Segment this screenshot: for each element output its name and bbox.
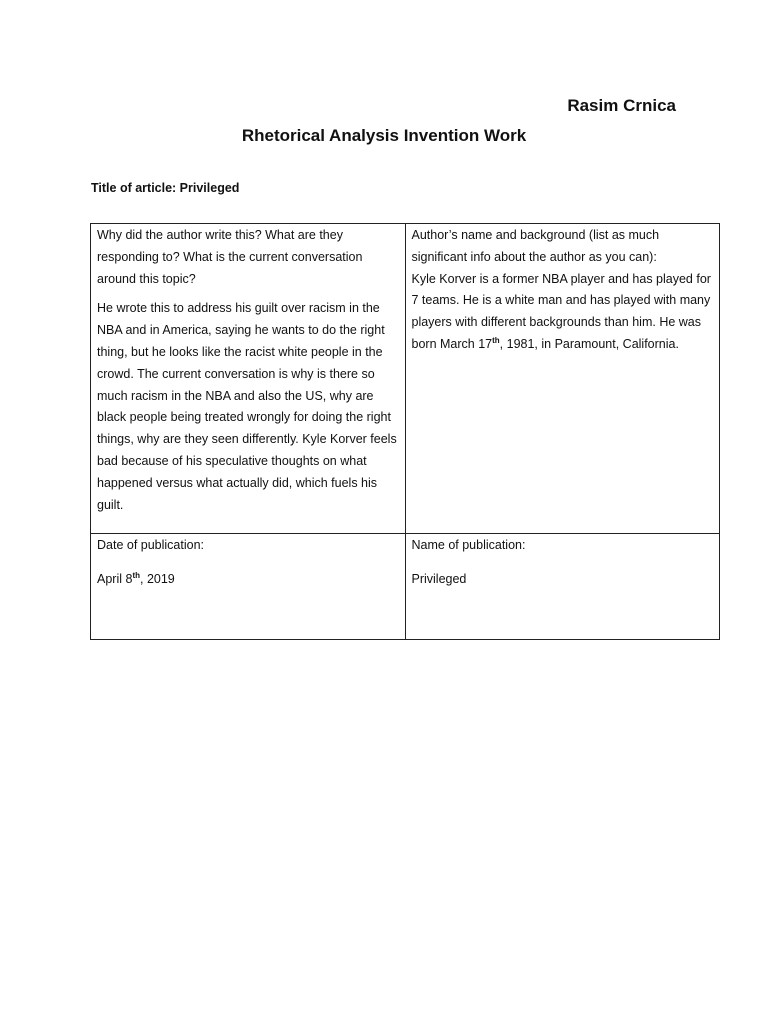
document-title (0, 126, 768, 146)
purpose-answer: He wrote this to address his guilt over racism in the NBA and in America, saying he wants to do the right thing, but he looks like the racist white people in the crowd. The current conversation is why is there so much racism in the NBA and also the US, why are black people being treated wrongly for doing the right things, why are they seen differently. Kyle Korver feels bad because of his speculative thoughts on what happened versus what actually did, which fuels his guilt. (97, 301, 397, 512)
author-background-answer (412, 269, 714, 356)
analysis-table (90, 223, 720, 640)
date-cell (91, 534, 406, 640)
author-background-question: Author’s name and background (list as much significant info about the author as you can): (411, 228, 660, 264)
date-question: Date of publication: (97, 538, 205, 552)
purpose-question: Why did the author write this? What are they responding to? What is the current conversation around this topic? (97, 228, 363, 286)
author-background-cell (405, 224, 720, 534)
purpose-cell (91, 224, 406, 534)
table-row (91, 224, 720, 534)
article-title-line: Title of article: Privileged (91, 181, 240, 195)
document-title-text: Rhetorical Analysis Invention Work (241, 126, 527, 145)
table-row (91, 534, 720, 640)
author-answer-ordinal: th (492, 335, 500, 345)
date-answer-text-2: , 2019 (140, 571, 175, 586)
author-answer-text-1: Kyle Korver is a former NBA player and has played for 7 teams. He is a white man and has played with many players with different backgrounds than him. He was born March 17 (411, 271, 711, 351)
author-name: Rasim Crnica (567, 96, 676, 115)
publication-cell (405, 534, 720, 640)
publication-answer: Privileged (411, 571, 467, 586)
author-answer-text-2: , 1981, in Paramount, California. (499, 336, 679, 351)
publication-question: Name of publication: (411, 538, 526, 552)
date-answer-ordinal: th (132, 570, 140, 580)
date-answer-text-1: April 8 (97, 571, 133, 586)
date-answer (97, 569, 399, 591)
